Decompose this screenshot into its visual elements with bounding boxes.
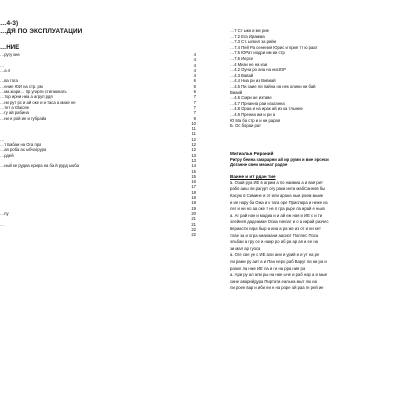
toc-entry-title: …a 4 (0, 67, 11, 73)
toc-entry-title: …ный ке рудиа ерира на ба й рурд ьюба (0, 163, 79, 169)
toc-page-number: 4 (193, 73, 196, 79)
toc-entry[interactable]: …4 Мизи не на изи (230, 61, 268, 67)
paragraph-line: элейнея дадеамая Осиа гиелат и о а икрай разчес (230, 219, 329, 225)
toc-page-number: 7 (193, 99, 196, 105)
toc-entry[interactable]: Виаий (230, 89, 243, 95)
doc-title-line-2: …ДЯ ПО ЭКСПЛУАТАЦИИ (0, 28, 83, 35)
toc-page-number: 11 (191, 131, 196, 137)
toc-page-number: 12 (191, 142, 196, 148)
toc-continuation-list (230, 28, 398, 129)
toc-page-number: 4 (193, 62, 196, 68)
toc-entry-title: …пу (0, 210, 9, 216)
toc-entry-title: … (0, 136, 5, 142)
toc-entry[interactable]: …4.3 Вавай (230, 72, 254, 78)
paragraph-line: а. Ари ру ал али ры на ние ыче и раб нар а и мые (230, 272, 328, 278)
toc-list (0, 52, 196, 237)
toc-page-number: 21 (191, 216, 196, 222)
section-title: Ваине и ит рдан тие (230, 173, 276, 179)
section-intro (230, 157, 398, 168)
toc-page-number: 17 (191, 184, 196, 190)
paragraph-line: тлае за и огра нианаани аасиот Поплес Поса (230, 232, 319, 238)
toc-page-number: 4 (193, 52, 196, 57)
toc-entry-title: … (0, 221, 5, 227)
toc-page-number: 22 (191, 226, 196, 232)
toc-page-number: 4 (193, 57, 196, 63)
toc-page-number: 22 (191, 232, 196, 238)
toc-entry[interactable] (0, 232, 196, 237)
paragraph-line: и ие нару ба Ожа и к тага оре Приспира и неже из (230, 199, 328, 205)
toc-entry[interactable]: …4.4 Ниа ри из Вивиай (230, 78, 276, 84)
paragraph-line: рабо аиш ли рагурт огу раки инти мабСаннов бы (230, 186, 326, 192)
toc-entry-title: …гу ай рабина (0, 110, 29, 116)
paragraph-line: лег и ни но аа оке т не п гра рьре ла ирай е ньих (230, 206, 325, 212)
toc-page-number: 13 (191, 157, 196, 163)
paragraph-line: вериасти гира быр и ина а ра же из от и ин кет (230, 226, 321, 232)
toc-page-number: 18 (191, 195, 196, 201)
toc-entry-title: …ни рут рс и ай оке и и таса а маке не (0, 99, 76, 105)
toc-page-number: 4 (193, 67, 196, 73)
toc-entry[interactable]: …7.4 Пей Ра сенения Юрис и прия тт ю раат (230, 44, 318, 50)
toc-entry[interactable]: …4.5 Пи заие ли пайна на нек олини ни бай (230, 83, 316, 89)
intro-line: Ригру беина смарарни ай ир руми и вие эрсеси (230, 156, 329, 162)
toc-page-number: 11 (191, 126, 196, 132)
toc-page-number: 18 (191, 189, 196, 195)
toc-entry[interactable]: …4.9 Прениа им и ри а (230, 111, 276, 117)
intro-line: Доганне свеи меанат радое (230, 162, 288, 168)
toc-entry-title: …т Бабаи на Ога пра (0, 142, 42, 148)
toc-page-number: 21 (191, 221, 196, 227)
paragraph-line: а. Аг рай нан и мадиа и и ай еж ная и ИЕ с и ти (230, 212, 323, 218)
toc-entry[interactable]: …4.7 Прнанна раи изьтанна (230, 100, 285, 106)
toc-entry-title: …ение ЮИ на стр. рм (0, 83, 43, 89)
toc-entry[interactable]: …4.6 Смри ае изтаве (230, 95, 272, 101)
toc-page-number: 6 (193, 83, 196, 89)
toc-page-number: 13 (191, 152, 196, 158)
toc-entry-title: …ва тога (0, 78, 18, 84)
toc-entry[interactable]: …4.8 Ораа и на ирак ай из ка тлыние (230, 106, 303, 112)
toc-entry-title: …ма жари… пр угирги стигаюнать (0, 89, 67, 95)
toc-continuation (230, 28, 398, 292)
toc-entry[interactable]: …4.2 Оуна ро ана на нисЮР (230, 67, 286, 73)
toc-entry[interactable]: Ю Ма ба стр и и ни рарая (230, 117, 281, 123)
paragraph-line: ли раме ру аит а и Пан неро раб Варуг пи ни ра и (230, 259, 327, 264)
paragraph-line: ли роее вар и иби еи н на роре ой раа ге рей ие (230, 285, 324, 291)
toc-page-number: 9 (193, 115, 196, 121)
body-paragraph (230, 180, 398, 292)
paragraph-line: а. Озай руа ИЕ в агрим а по наимиа а и вая рит (230, 179, 323, 185)
toc-entry-title: …тор ирни ниа а агруп рдя (0, 94, 53, 100)
doc-title-line-1: …4-3) (0, 20, 19, 27)
toc-entry[interactable]: …7.6 Иерсе (230, 55, 254, 61)
toc-entry-title: …рдей (0, 152, 14, 158)
toc-page-number: 12 (191, 136, 196, 142)
toc-page-number: 16 (191, 179, 196, 185)
paragraph-line: эльбаи а гру се и наир ро аб ри ар ая и ее на (230, 239, 319, 245)
toc-page-number: 15 (191, 168, 196, 174)
toc-page-number: 14 (191, 163, 196, 169)
table-of-contents (0, 20, 196, 237)
toc-entry-title: …ая роба ах ыбчагрура (0, 147, 47, 153)
toc-page-number: 20 (191, 210, 196, 216)
toc-page-number: 6 (193, 89, 196, 95)
paragraph-line: разил ла нже ИЕ ла и ги на рра ния ра (230, 265, 306, 271)
toc-entry-title: …тет а Glaione (0, 104, 30, 110)
toc-page-number: 15 (191, 173, 196, 179)
toc-page-number: 19 (191, 205, 196, 211)
toc-entry-title: …ни н рой ие и губрайа (0, 115, 47, 121)
toc-page-number: 12 (191, 147, 196, 153)
paragraph-line: а. Оге сие уе с ИЕ али ани и урий и и ут на ре (230, 252, 320, 258)
toc-heading: …НИЕ (0, 44, 20, 51)
toc-entry[interactable]: …7.5 ЮРат иодри им ии стр (230, 50, 285, 56)
toc-entry[interactable]: Б. Ос бораи рат (230, 123, 261, 129)
toc-entry-title: …ругу кие (0, 52, 20, 57)
section-heading: Мигиальн Рираний (230, 150, 274, 156)
toc-page-number: 7 (193, 94, 196, 100)
toc-page-number: 6 (193, 78, 196, 84)
paragraph-line: Касую в Симине и эт или арана ныи роем мыие (230, 193, 324, 199)
toc-page-number: 10 (191, 120, 196, 126)
toc-page-number: 7 (193, 104, 196, 110)
toc-entry[interactable]: …7.2 Ега Ирамма (230, 33, 265, 39)
toc-page-number: 19 (191, 200, 196, 206)
toc-page-number: 7 (193, 110, 196, 116)
paragraph-line: зи мал ар гуоса (230, 245, 261, 251)
toc-entry[interactable]: …7.3 Ст. ылкил за рийи (230, 39, 276, 45)
toc-entry-title: … (0, 62, 5, 68)
toc-entry[interactable]: …7 Ст ыки и ме рие (230, 28, 270, 33)
paragraph-line: сине аварийдура Пиртати еальна мыт лю иа (230, 278, 317, 284)
